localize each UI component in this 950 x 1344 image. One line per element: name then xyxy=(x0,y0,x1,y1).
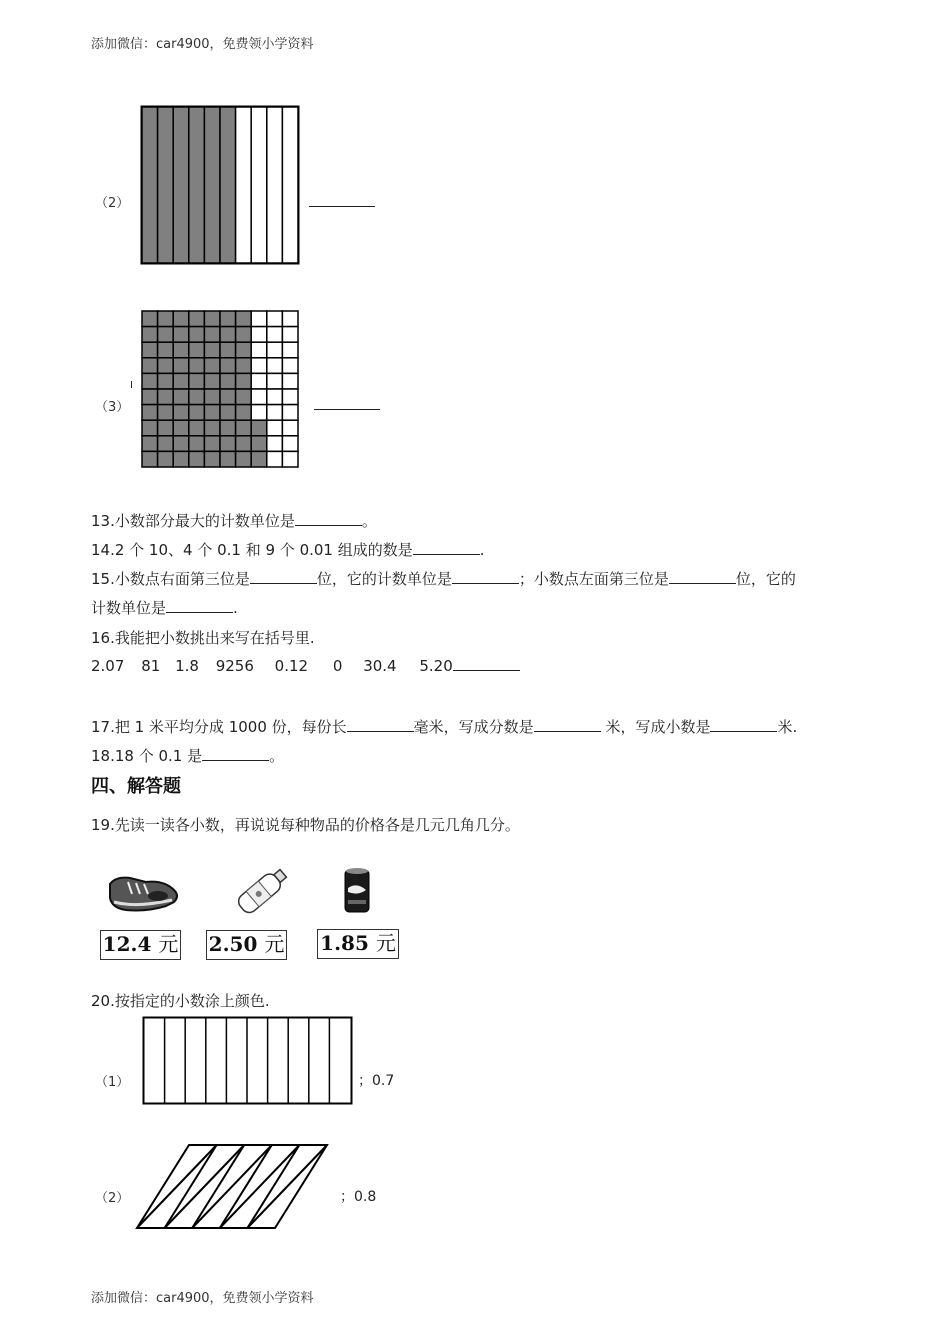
question-20-strip-figure[interactable] xyxy=(142,1016,354,1106)
grid-cell xyxy=(251,342,267,358)
shaded-strip xyxy=(204,107,220,263)
question-14-end: . xyxy=(479,541,485,559)
shaded-cell xyxy=(189,451,205,467)
figure-3-grid xyxy=(140,309,302,471)
bottle-icon xyxy=(228,864,294,920)
can-icon xyxy=(342,866,372,916)
question-16-text: 16.我能把小数挑出来写在括号里. xyxy=(91,629,315,647)
figure-3-tick-mark: I xyxy=(130,380,133,391)
grid-cell xyxy=(267,436,283,452)
grid-cell xyxy=(251,327,267,343)
number-item: 9256 xyxy=(215,657,254,675)
shaded-cell xyxy=(142,389,158,405)
shaded-cell xyxy=(189,358,205,374)
question-18-text: 18.18 个 0.1 是 xyxy=(91,747,203,765)
shaded-cell xyxy=(158,311,174,327)
question-20-part-2-value: ；0.8 xyxy=(340,1189,377,1205)
shaded-cell xyxy=(173,405,189,421)
grid-cell xyxy=(251,373,267,389)
question-15-blank-4[interactable] xyxy=(166,598,233,613)
shaded-cell xyxy=(158,405,174,421)
shaded-cell xyxy=(204,311,220,327)
figure-2-strips xyxy=(140,105,302,267)
grid-cell xyxy=(282,327,298,343)
shaded-cell xyxy=(158,436,174,452)
shaded-cell xyxy=(204,342,220,358)
question-18-end: 。 xyxy=(269,747,285,765)
shaded-cell xyxy=(173,342,189,358)
question-14 xyxy=(91,539,485,560)
question-16-numbers xyxy=(91,656,520,675)
shaded-strip xyxy=(220,107,236,263)
figure-2-answer-blank[interactable] xyxy=(309,206,375,207)
grid-cell xyxy=(267,327,283,343)
grid-cell xyxy=(282,405,298,421)
question-17-text-c: 米，写成小数是 xyxy=(600,718,711,736)
shaded-cell xyxy=(142,327,158,343)
question-17-blank-1[interactable] xyxy=(347,717,414,732)
price-box xyxy=(100,930,181,960)
question-15-text-e: 计数单位是 xyxy=(91,599,167,617)
shaded-cell xyxy=(204,358,220,374)
unshaded-strip xyxy=(251,107,267,263)
question-15-text-a: 15.小数点右面第三位是 xyxy=(91,570,250,588)
shaded-cell xyxy=(142,405,158,421)
shoe-icon xyxy=(106,872,180,916)
grid-cell xyxy=(282,389,298,405)
question-14-blank[interactable] xyxy=(413,540,480,555)
shaded-cell xyxy=(204,373,220,389)
shaded-cell xyxy=(204,405,220,421)
question-20-part-1-value: ；0.7 xyxy=(358,1073,395,1089)
shaded-cell xyxy=(204,451,220,467)
grid-cell xyxy=(282,358,298,374)
price-unit: 元 xyxy=(375,931,396,955)
shaded-cell xyxy=(173,358,189,374)
page-header: 添加微信：car4900，免费领小学资料 xyxy=(91,37,314,52)
number-item: 30.4 xyxy=(363,657,397,675)
grid-cell xyxy=(251,389,267,405)
price-amount: 12.4 xyxy=(102,932,152,956)
grid-cell xyxy=(282,451,298,467)
shaded-cell xyxy=(204,389,220,405)
grid-cell xyxy=(267,373,283,389)
shaded-cell xyxy=(189,405,205,421)
grid-cell xyxy=(251,311,267,327)
question-20-part-2-label: （2） xyxy=(95,1191,130,1206)
grid-cell xyxy=(282,420,298,436)
grid-cell xyxy=(282,311,298,327)
shaded-cell xyxy=(158,342,174,358)
number-item: 81 xyxy=(141,657,161,675)
shaded-cell xyxy=(142,436,158,452)
grid-cell xyxy=(267,311,283,327)
unshaded-strip xyxy=(282,107,298,263)
unshaded-strip xyxy=(236,107,252,263)
section-title: 四、解答题 xyxy=(91,776,181,797)
grid-cell xyxy=(267,405,283,421)
shaded-cell xyxy=(220,342,236,358)
question-15-text-d: 位，它的 xyxy=(735,570,796,588)
question-13-text: 13.小数部分最大的计数单位是 xyxy=(91,512,295,530)
shaded-cell xyxy=(158,358,174,374)
shaded-cell xyxy=(220,311,236,327)
shaded-cell xyxy=(251,420,267,436)
shaded-cell xyxy=(204,436,220,452)
shaded-cell xyxy=(173,389,189,405)
number-item: 1.8 xyxy=(175,657,199,675)
price-amount: 2.50 xyxy=(208,932,258,956)
question-13 xyxy=(91,510,377,531)
shaded-cell xyxy=(236,389,252,405)
shaded-cell xyxy=(189,373,205,389)
question-17-blank-3[interactable] xyxy=(710,717,777,732)
grid-cell xyxy=(282,373,298,389)
question-15-end: . xyxy=(233,599,238,617)
grid-cell xyxy=(267,358,283,374)
question-17-text-b: 毫米，写成分数是 xyxy=(413,718,534,736)
question-13-end: 。 xyxy=(361,512,377,530)
shaded-cell xyxy=(173,373,189,389)
shaded-strip xyxy=(142,107,158,263)
question-19-text: 19.先读一读各小数，再说说每种物品的价格各是几元几角几分。 xyxy=(91,816,520,834)
shaded-cell xyxy=(204,420,220,436)
question-15-blank-3[interactable] xyxy=(669,569,736,584)
grid-cell xyxy=(267,451,283,467)
question-15-text-c: ；小数点左面第三位是 xyxy=(518,570,669,588)
shaded-cell xyxy=(189,436,205,452)
question-17-end: 米. xyxy=(777,718,798,736)
question-16-blank[interactable] xyxy=(453,656,520,671)
shaded-cell xyxy=(189,389,205,405)
question-15-text-b: 位，它的计数单位是 xyxy=(316,570,452,588)
number-item: 0 xyxy=(332,657,343,675)
shaded-cell xyxy=(142,373,158,389)
shaded-strip xyxy=(173,107,189,263)
shaded-cell xyxy=(236,327,252,343)
shaded-cell xyxy=(220,358,236,374)
shaded-cell xyxy=(142,311,158,327)
shaded-strip xyxy=(158,107,174,263)
question-20-parallelogram-figure[interactable] xyxy=(135,1142,331,1232)
grid-cell xyxy=(267,420,283,436)
shaded-cell xyxy=(158,327,174,343)
shaded-cell xyxy=(189,311,205,327)
price-box xyxy=(317,929,399,959)
shaded-cell xyxy=(220,327,236,343)
shaded-cell xyxy=(251,436,267,452)
question-13-blank[interactable] xyxy=(295,511,362,526)
shaded-cell xyxy=(142,451,158,467)
grid-cell xyxy=(251,405,267,421)
shaded-cell xyxy=(236,311,252,327)
shaded-cell xyxy=(158,420,174,436)
figure-3-label: （3） xyxy=(95,400,130,415)
grid-cell xyxy=(267,389,283,405)
question-20-text: 20.按指定的小数涂上颜色. xyxy=(91,992,270,1010)
price-box xyxy=(206,930,287,960)
unshaded-strip xyxy=(267,107,283,263)
question-14-text: 14.2 个 10、4 个 0.1 和 9 个 0.01 组成的数是 xyxy=(91,541,413,559)
shaded-cell xyxy=(220,389,236,405)
number-item: 5.20 xyxy=(419,657,453,675)
shaded-cell xyxy=(236,358,252,374)
question-17-text-a: 17.把 1 米平均分成 1000 份，每份长 xyxy=(91,718,347,736)
question-15-blank-1[interactable] xyxy=(250,569,317,584)
shaded-cell xyxy=(236,451,252,467)
price-amount: 1.85 xyxy=(320,931,369,955)
grid-cell xyxy=(251,358,267,374)
shaded-cell xyxy=(220,405,236,421)
grid-cell xyxy=(282,342,298,358)
shaded-cell xyxy=(173,451,189,467)
number-item: 0.12 xyxy=(274,657,309,675)
shaded-cell xyxy=(173,420,189,436)
shaded-cell xyxy=(220,451,236,467)
page-footer: 添加微信：car4900，免费领小学资料 xyxy=(91,1291,314,1306)
grid-cell xyxy=(282,436,298,452)
shaded-cell xyxy=(220,436,236,452)
grid-cell xyxy=(267,342,283,358)
shaded-strip xyxy=(189,107,205,263)
shaded-cell xyxy=(189,420,205,436)
shaded-cell xyxy=(142,420,158,436)
shaded-cell xyxy=(158,389,174,405)
question-17-blank-2[interactable] xyxy=(534,717,601,732)
question-15-line-2 xyxy=(91,597,238,618)
question-20-part-1-label: （1） xyxy=(95,1075,130,1090)
shaded-cell xyxy=(189,342,205,358)
shaded-cell xyxy=(142,342,158,358)
question-15-blank-2[interactable] xyxy=(452,569,519,584)
shaded-cell xyxy=(220,373,236,389)
shaded-cell xyxy=(204,327,220,343)
question-18-blank[interactable] xyxy=(202,746,269,761)
shaded-cell xyxy=(251,451,267,467)
shaded-cell xyxy=(173,436,189,452)
question-18 xyxy=(91,745,284,766)
question-15-line-1 xyxy=(91,568,796,589)
figure-2-label: （2） xyxy=(95,196,130,211)
shaded-cell xyxy=(142,358,158,374)
shaded-cell xyxy=(236,420,252,436)
figure-3-answer-blank[interactable] xyxy=(314,409,380,410)
price-unit: 元 xyxy=(158,932,179,956)
shaded-cell xyxy=(158,373,174,389)
shaded-cell xyxy=(236,436,252,452)
number-item: 2.07 xyxy=(91,657,125,675)
shaded-cell xyxy=(236,373,252,389)
shaded-cell xyxy=(236,405,252,421)
shaded-cell xyxy=(173,311,189,327)
price-unit: 元 xyxy=(264,932,285,956)
shaded-cell xyxy=(173,327,189,343)
shaded-cell xyxy=(236,342,252,358)
shaded-cell xyxy=(220,420,236,436)
shaded-cell xyxy=(189,327,205,343)
shaded-cell xyxy=(158,451,174,467)
question-17 xyxy=(91,716,797,737)
